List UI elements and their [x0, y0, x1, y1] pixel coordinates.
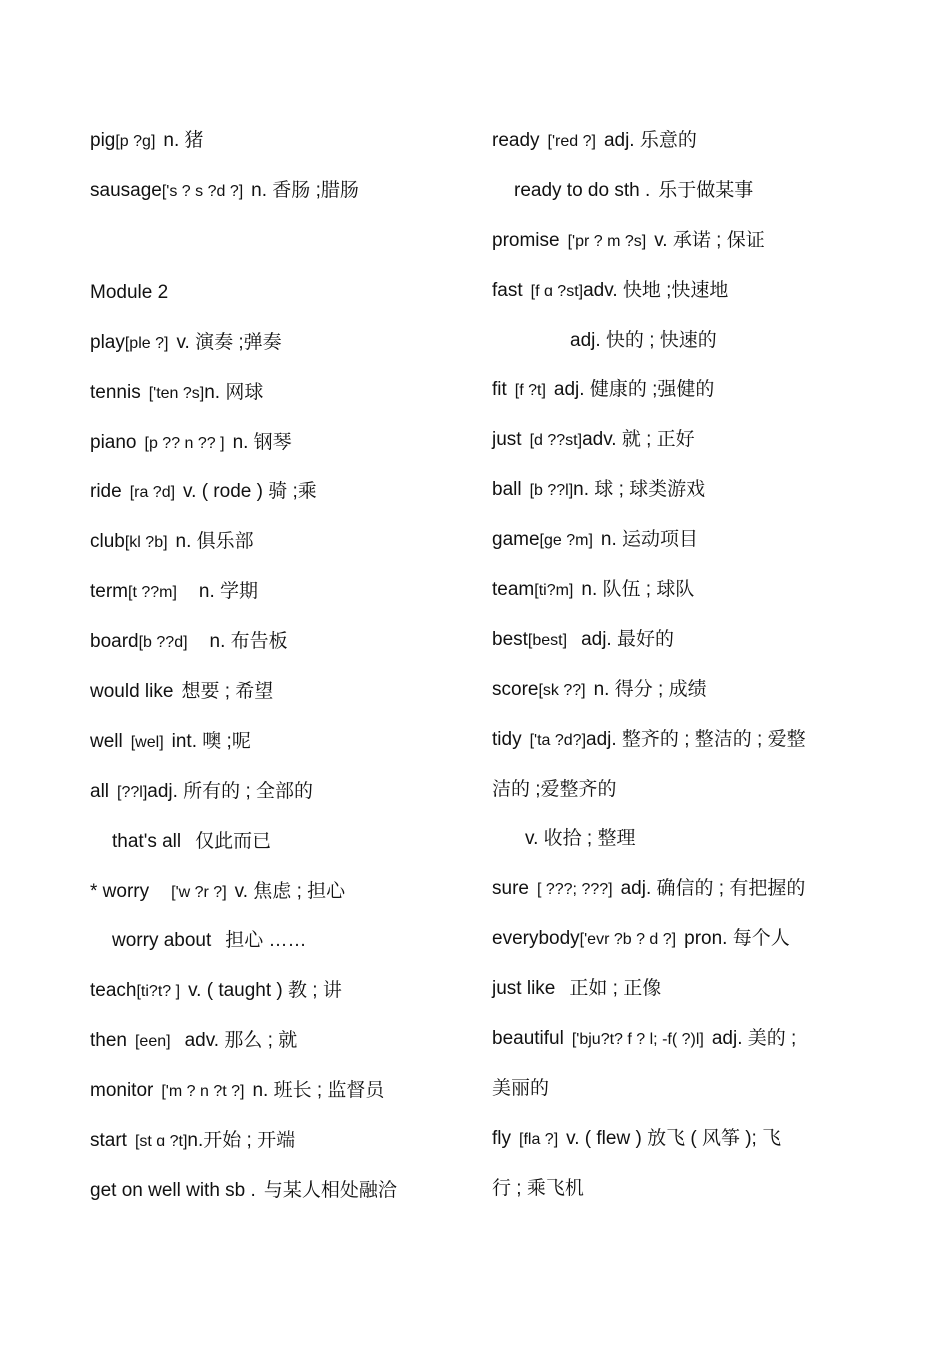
- entry-pronunciation: [ti?m]: [534, 582, 574, 600]
- entry-pronunciation: [sk ??]: [538, 681, 586, 699]
- entry-pronunciation: [b ??l]: [529, 482, 574, 500]
- vocab-phrase: [492, 970, 862, 1020]
- vocab-entry: [492, 471, 862, 521]
- entry-pronunciation: [fla ?]: [519, 1130, 559, 1148]
- vocab-entry: [492, 421, 862, 471]
- entry-word: best: [492, 628, 528, 650]
- entry-word: ready to do sth .: [514, 179, 651, 201]
- entry-definition: pron. 每个人: [684, 928, 790, 950]
- entry-word: fly: [492, 1127, 511, 1149]
- entry-pronunciation: ['red ?]: [547, 133, 596, 150]
- entry-definition: n. 学期: [198, 581, 259, 603]
- entry-definition: 乐于做某事: [658, 179, 754, 201]
- module-title: Module 2: [90, 281, 169, 303]
- entry-word: play: [90, 331, 125, 353]
- entry-word: ready: [492, 130, 540, 151]
- entry-definition: n. 俱乐部: [175, 531, 254, 553]
- vocab-entry: [90, 773, 470, 823]
- entry-word: ride: [90, 481, 122, 503]
- vocab-entry: [90, 673, 470, 723]
- entry-word: start: [90, 1130, 127, 1152]
- module-heading: [90, 274, 470, 324]
- vocab-entry: [492, 621, 862, 671]
- vocab-entry: [492, 721, 862, 771]
- vocab-entry: [90, 623, 470, 673]
- entry-definition: n. 运动项目: [600, 529, 699, 551]
- vocab-entry: [492, 122, 862, 172]
- vocab-entry: [90, 573, 470, 623]
- vocab-entry: [492, 920, 862, 970]
- entry-definition: v. 收拾 ; 整理: [525, 828, 636, 850]
- entry-word: get on well with sb .: [90, 1179, 256, 1201]
- vocab-phrase: [90, 823, 470, 873]
- entry-word: team: [492, 579, 535, 601]
- entry-word: monitor: [90, 1080, 154, 1102]
- entry-definition: n. 布告板: [209, 631, 288, 653]
- entry-definition: n. 香肠 ;腊肠: [251, 179, 359, 201]
- vocab-entry: [492, 1120, 862, 1170]
- entry-definition: adj. 确信的 ; 有把握的: [620, 878, 806, 900]
- vocab-entry: [492, 1020, 862, 1070]
- entry-pronunciation: [best]: [527, 631, 568, 649]
- entry-pronunciation: [ti?t? ]: [136, 983, 181, 1001]
- entry-pronunciation: [ra ?d]: [129, 484, 176, 502]
- entry-word: well: [90, 730, 123, 752]
- entry-definition: v. 焦虑 ; 担心: [234, 880, 346, 902]
- entry-word: sure: [492, 878, 529, 900]
- entry-definition: v. ( flew ) 放飞 ( 风筝 ); 飞: [566, 1127, 782, 1149]
- vocab-entry: [492, 272, 862, 322]
- entry-pronunciation: [f ?t]: [514, 382, 546, 400]
- entry-definition: 仅此而已: [195, 830, 272, 852]
- entry-word: * worry: [90, 880, 150, 902]
- entry-definition: 行 ; 乘飞机: [492, 1177, 584, 1199]
- entry-pronunciation: [ge ?m]: [539, 532, 593, 550]
- entry-pronunciation: [p ?? n ?? ]: [144, 434, 225, 452]
- entry-pronunciation: ['evr ?b ? d ?]: [579, 931, 677, 949]
- entry-word: game: [492, 529, 540, 551]
- vocab-entry: [90, 374, 470, 424]
- vocab-entry: [492, 870, 862, 920]
- entry-definition: 洁的 ;爱整齐的: [492, 778, 617, 800]
- entry-pronunciation: [een]: [134, 1033, 171, 1051]
- entry-word: teach: [90, 980, 137, 1002]
- entry-word: everybody: [492, 928, 580, 950]
- entry-word: fast: [492, 279, 523, 301]
- vocab-entry: [492, 571, 862, 621]
- entry-pronunciation: [ple ?]: [124, 334, 169, 352]
- vocab-definition: [492, 322, 862, 372]
- entry-word: worry about: [112, 930, 212, 952]
- left-column: [90, 122, 470, 1222]
- entry-definition: n. 得分 ; 成绩: [593, 678, 707, 700]
- vocab-entry: [90, 723, 470, 773]
- vocab-entry: [90, 972, 470, 1022]
- entry-word: tennis: [90, 381, 141, 403]
- entry-word: promise: [492, 229, 560, 251]
- vocab-entry: [90, 1072, 470, 1122]
- entry-definition: adv. 快地 ;快速地: [583, 279, 729, 301]
- entry-word: piano: [90, 431, 137, 453]
- entry-word: fit: [492, 379, 507, 401]
- vocab-entry: [90, 1122, 470, 1172]
- entry-definition: n. 队伍 ; 球队: [581, 579, 695, 601]
- entry-pronunciation: [wel]: [130, 733, 164, 751]
- entry-definition: 美丽的: [492, 1077, 550, 1099]
- entry-pronunciation: ['m ? n ?t ?]: [161, 1083, 245, 1101]
- entry-word: sausage: [90, 179, 162, 201]
- entry-pronunciation: [ ???; ???]: [536, 881, 613, 899]
- entry-definition: 正如 ; 正像: [569, 978, 662, 1000]
- entry-word: that's all: [112, 830, 182, 852]
- vocab-entry: [90, 324, 470, 374]
- entry-definition: v. ( taught ) 教 ; 讲: [188, 980, 342, 1002]
- vocab-definition: [492, 820, 862, 870]
- entry-pronunciation: ['bju?t? f ? l; -f( ?)l]: [571, 1031, 704, 1049]
- entry-definition: 担心 ……: [225, 930, 307, 952]
- entry-word: board: [90, 631, 139, 653]
- vocab-entry: [90, 424, 470, 474]
- entry-definition: n.开始 ; 开端: [187, 1130, 296, 1152]
- vocab-phrase: [90, 922, 470, 972]
- entry-definition: n. 班长 ; 监督员: [252, 1080, 385, 1102]
- entry-definition: adj. 最好的: [581, 628, 674, 650]
- vocab-entry: [90, 122, 470, 172]
- entry-definition: n. 网球: [204, 381, 264, 403]
- entry-definition: 想要 ; 希望: [181, 681, 274, 703]
- vocab-entry: [90, 1022, 470, 1072]
- entry-definition: adj. 健康的 ;强健的: [553, 379, 715, 401]
- entry-definition: adj. 乐意的: [603, 130, 697, 151]
- entry-word: pig: [90, 130, 116, 151]
- entry-word: ball: [492, 479, 522, 501]
- entry-word: term: [90, 581, 128, 603]
- vocab-definition: [492, 1170, 862, 1220]
- vocab-entry: [492, 671, 862, 721]
- entry-pronunciation: ['w ?r ?]: [171, 883, 227, 901]
- entry-definition: n. 猪: [163, 130, 204, 151]
- vocab-phrase: [492, 172, 862, 222]
- entry-definition: adj. 美的 ;: [711, 1028, 797, 1050]
- entry-word: all: [90, 780, 110, 802]
- entry-pronunciation: ['ta ?d?]: [529, 731, 587, 749]
- entry-pronunciation: [kl ?b]: [124, 534, 168, 552]
- entry-definition: v. 承诺 ; 保证: [654, 229, 765, 251]
- entry-definition: 与某人相处融洽: [263, 1179, 397, 1201]
- entry-definition: n. 球 ; 球类游戏: [573, 479, 706, 501]
- entry-pronunciation: [t ??m]: [128, 584, 177, 602]
- entry-word: tidy: [492, 728, 522, 750]
- vocab-entry: [90, 523, 470, 573]
- entry-pronunciation: [st ɑ ?t]: [134, 1133, 188, 1151]
- entry-definition: adv. 那么 ; 就: [184, 1030, 298, 1052]
- entry-definition: adv. 就 ; 正好: [582, 429, 695, 451]
- vocab-entry: [90, 873, 470, 923]
- entry-word: score: [492, 678, 539, 700]
- entry-pronunciation: [??l]: [117, 783, 148, 801]
- entry-pronunciation: [b ??d]: [138, 634, 188, 652]
- vocab-definition: [492, 771, 862, 821]
- entry-word: just: [492, 429, 522, 451]
- vocab-entry: [90, 473, 470, 523]
- entry-pronunciation: ['ten ?s]: [148, 384, 205, 402]
- entry-definition: n. 钢琴: [232, 431, 292, 453]
- entry-definition: adj. 所有的 ; 全部的: [147, 780, 314, 802]
- entry-definition: adj. 整齐的 ; 整洁的 ; 爱整: [586, 728, 806, 750]
- entry-definition: int. 噢 ;呢: [171, 730, 251, 752]
- vocab-definition: [492, 1070, 862, 1120]
- vocab-phrase: [90, 1172, 470, 1222]
- entry-definition: adj. 快的 ; 快速的: [570, 329, 717, 351]
- entry-word: beautiful: [492, 1028, 564, 1050]
- entry-pronunciation: [f ɑ ?st]: [530, 282, 584, 300]
- right-column: [492, 122, 862, 1220]
- vocab-entry: [492, 222, 862, 272]
- entry-definition: v. ( rode ) 骑 ;乘: [183, 481, 317, 503]
- entry-pronunciation: [p ?g]: [115, 133, 156, 150]
- vocab-entry: [90, 172, 470, 274]
- vocab-entry: [492, 371, 862, 421]
- vocab-entry: [492, 521, 862, 571]
- entry-word: just like: [492, 978, 556, 1000]
- entry-word: club: [90, 531, 125, 553]
- entry-definition: v. 演奏 ;弹奏: [176, 331, 282, 353]
- entry-pronunciation: ['pr ? m ?s]: [567, 232, 647, 250]
- entry-word: then: [90, 1030, 127, 1052]
- entry-word: would like: [90, 681, 174, 703]
- entry-pronunciation: ['s ? s ?d ?]: [161, 182, 244, 200]
- entry-pronunciation: [d ??st]: [529, 432, 583, 450]
